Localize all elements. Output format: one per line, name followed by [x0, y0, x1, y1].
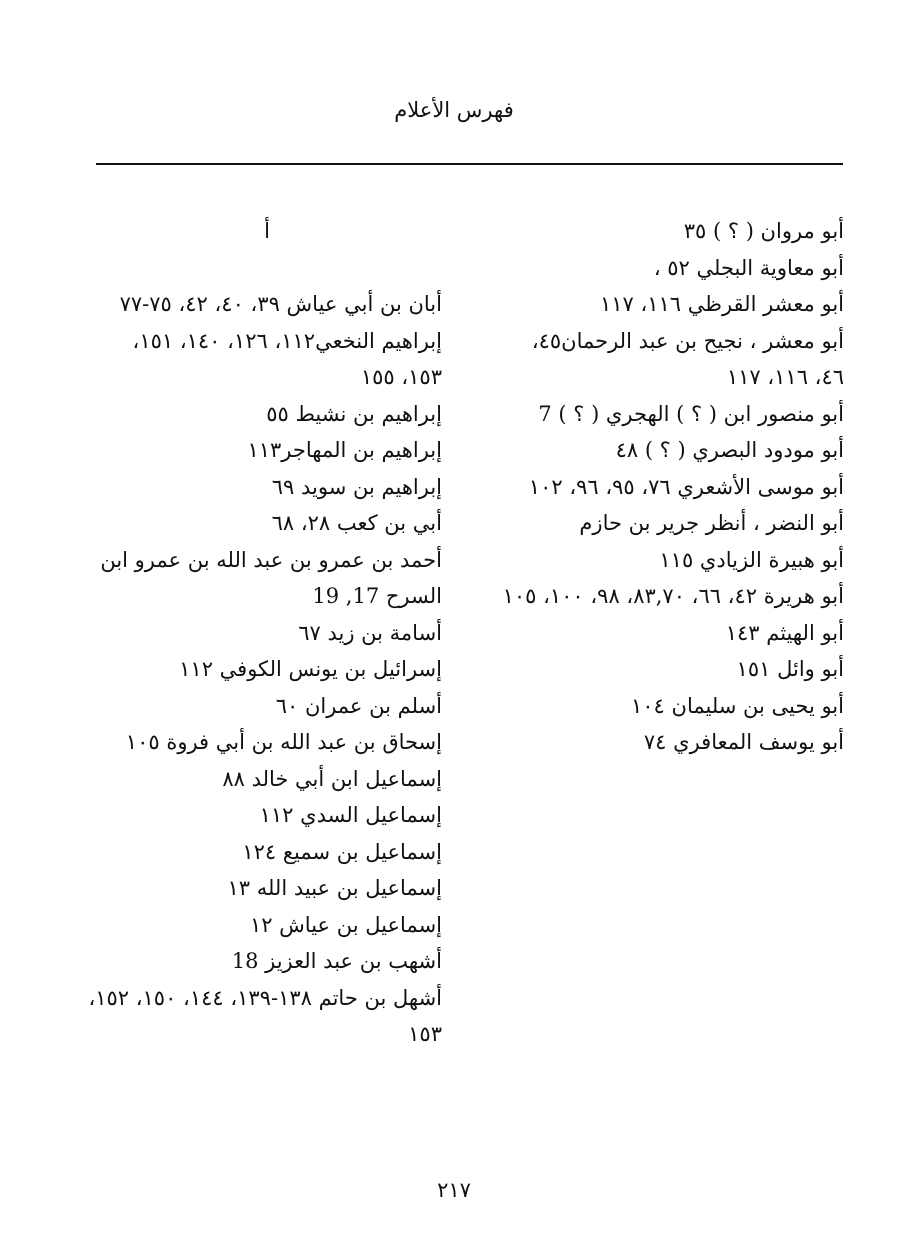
index-entry: إبراهيم بن المهاجر١١٣ [247, 438, 442, 462]
index-entry: أبو معاوية البجلي ٥٢ ، [653, 255, 844, 280]
index-entry: أبو النضر ، أنظر جرير بن حازم [579, 511, 844, 535]
index-entry: إسماعيل ابن أبي خالد ٨٨ [222, 766, 442, 791]
index-entry: أبو الهيثم ١٤٣ [725, 620, 844, 645]
index-entry: إسماعيل بن سميع ١٢٤ [242, 839, 442, 864]
index-entry: أبي بن كعب ٢٨، ٦٨ [271, 511, 442, 535]
index-entry: أبو هبيرة الزيادي ١١٥ [659, 547, 844, 572]
index-entry: إبراهيم بن سويد ٦٩ [271, 474, 442, 499]
header-rule [96, 163, 843, 165]
index-entry: إسماعيل السدي ١١٢ [259, 803, 442, 827]
index-entry: أبو منصور ابن ( ؟ ) الهجري ( ؟ ) 7 [538, 401, 844, 426]
index-entry: أشهل بن حاتم ١٣٨-١٣٩، ١٤٤، ١٥٠، ١٥٢، ١٥٣ [88, 985, 442, 1046]
index-entry: أبو وائل ١٥١ [736, 657, 844, 681]
index-entry: أسلم بن عمران ٦٠ [275, 693, 442, 718]
index-entry: إسماعيل بن عياش ١٢ [249, 912, 442, 937]
index-entry: أبو يحيى بن سليمان ١٠٤ [631, 693, 844, 718]
index-entry: أحمد بن عمرو بن عبد الله بن عمرو ابن السرح 17, 19 [100, 547, 442, 608]
index-entry: أبو موسى الأشعري ٧٦، ٩٥، ٩٦، ١٠٢ [528, 474, 844, 499]
index-entry: أبو مودود البصري ( ؟ ) ٤٨ [615, 438, 844, 462]
page-number: ٢١٧ [437, 1178, 471, 1202]
index-entry: أبان بن أبي عياش ٣٩، ٤٠، ٤٢، ٧٥-٧٧ [119, 292, 442, 316]
index-entry: أبو معشر ، نجيح بن عبد الرحمان٤٥، ٤٦، ١١٦، ١١٧ [531, 328, 844, 389]
index-column-left [87, 213, 442, 1053]
letter-heading: أ [264, 219, 270, 243]
index-entry: إبراهيم بن نشيط ٥٥ [266, 401, 442, 426]
index-entry: أبو هريرة ٤٢، ٦٦، ٨٣,٧٠، ٩٨، ١٠٠، ١٠٥ [502, 584, 844, 608]
index-entry: أبو مروان ( ؟ ) ٣٥ [683, 219, 844, 243]
index-entry: إبراهيم النخعي١١٢، ١٢٦، ١٤٠، ١٥١، ١٥٣، ١٥٥ [132, 328, 442, 389]
index-entry: إسماعيل بن عبيد الله ١٣ [227, 876, 442, 900]
index-entry: إسرائيل بن يونس الكوفي ١١٢ [179, 657, 442, 681]
index-entry: أشهب بن عبد العزيز 18 [231, 949, 442, 973]
index-entry: أبو معشر القرظي ١١٦، ١١٧ [599, 292, 844, 316]
page-title: فهرس الأعلام [394, 98, 514, 122]
index-entry: أبو يوسف المعافري ٧٤ [643, 730, 844, 754]
index-entry: إسحاق بن عبد الله بن أبي فروة ١٠٥ [125, 730, 442, 754]
index-entry: أسامة بن زيد ٦٧ [298, 620, 442, 645]
index-column-right [499, 213, 844, 761]
